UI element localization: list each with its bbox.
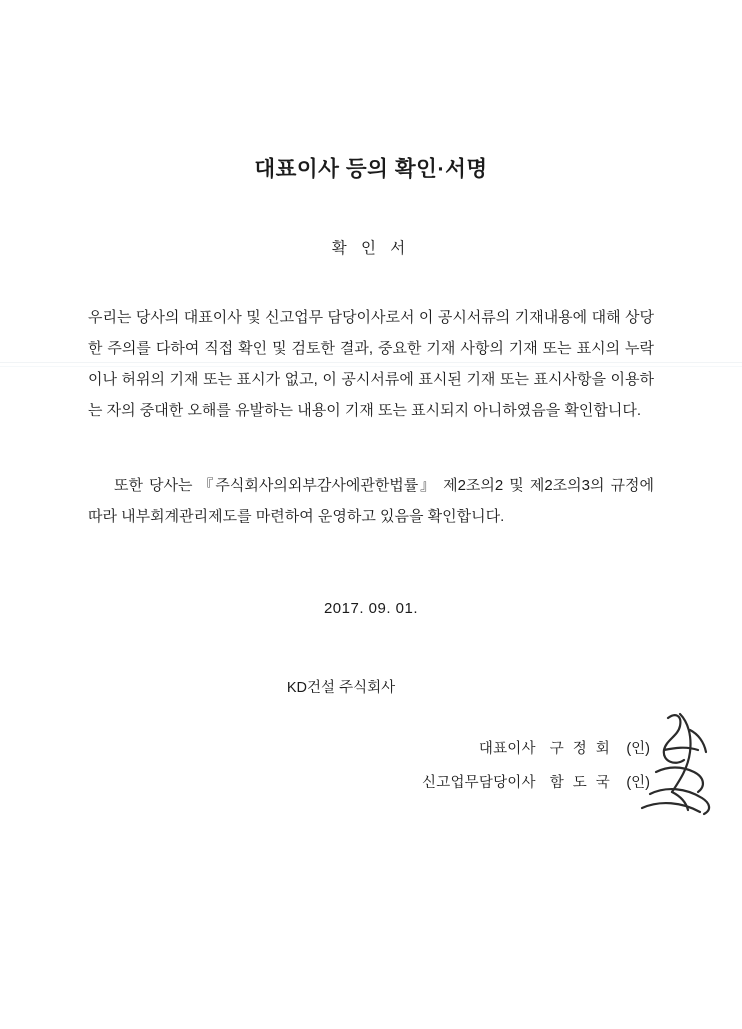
company-name: KD건설 주식회사 (286, 680, 396, 696)
signature-row (0, 766, 650, 800)
signatory-role: 대표이사 (478, 741, 536, 757)
seal-marker: (인) (626, 775, 650, 791)
seal-marker: (인) (626, 741, 650, 757)
signatory-name: 함 도 국 (549, 775, 613, 791)
document-subtitle: 확 인 서 (331, 240, 411, 257)
confirmation-paragraph-1 (88, 302, 654, 426)
signature-block (0, 732, 742, 800)
signatory-name: 구 정 회 (549, 741, 613, 757)
confirmation-paragraph-2 (88, 470, 654, 532)
signature-row (0, 732, 650, 766)
document-date: 2017. 09. 01. (323, 600, 419, 617)
paragraph-2-text: 또한 당사는 『주식회사의외부감사에관한법률』 제2조의2 및 제2조의3의 규정에 따라 내부회계관리제도를 마련하여 운영하고 있음을 확인합니다. (88, 477, 654, 525)
page-title: 대표이사 등의 확인·서명 (254, 157, 488, 181)
signatory-role: 신고업무담당이사 (422, 775, 536, 791)
paragraph-1-text: 우리는 당사의 대표이사 및 신고업무 담당이사로서 이 공시서류의 기재내용에 대해 상당한 주의를 다하여 직접 확인 및 검토한 결과, 중요한 기재 사항의 기재 또는 표시의 누락이나 허위의 기재 또는 표시가 없고, 이 공시서류에 표시된 기재 또는 표시사항을 이용하는 자의 중대한 오해를 유발하는 내용이 기재 또는 표시되지 아니하였음을 확인합니다. (88, 309, 654, 419)
